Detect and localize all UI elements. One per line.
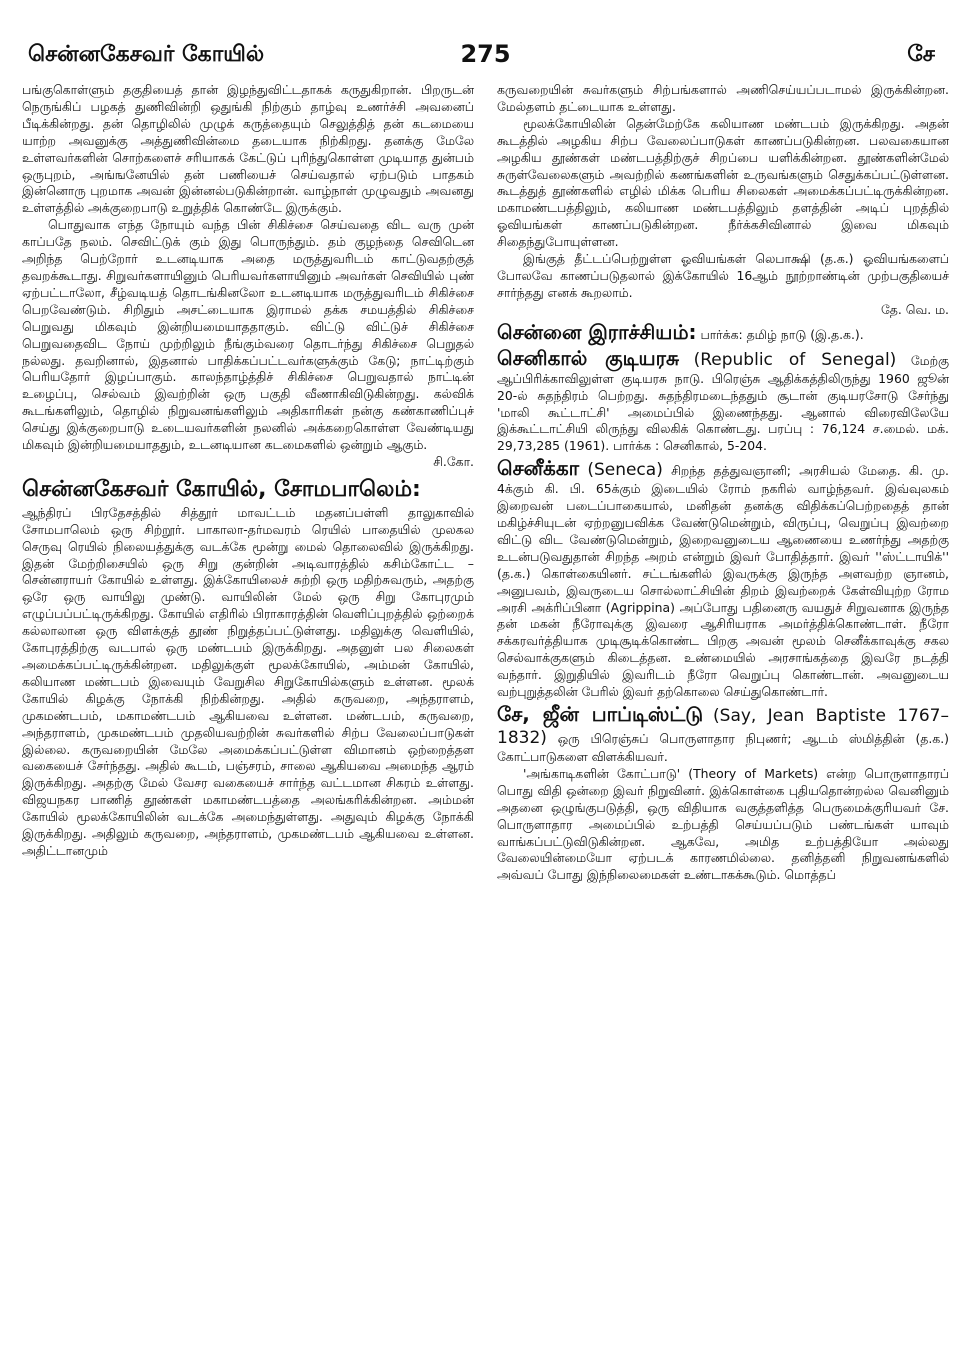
right-column (497, 82, 949, 884)
entry-say (497, 701, 949, 766)
right-para-2: மூலக்கோயிலின் தென்மேற்கே கலியாண மண்டபம் இருக்கிறது. அதன் கூடத்தில் அழகிய சிற்ப வேலைப்பாடுகள் காணப்படுகின்றன. பலவகையான அழகிய தூண்கள் மண்டபத்திற்குச் சிறப்பை யளிக்கின்றன. தூண்களின்மேல் சுருள்வேலைகளும் அவற்றில் கணங்களின் உருவங்களும் செதுக்கப்பட்டுள்ளன. கூடத்துத் தூண்களில் எழில் மிக்க பெரிய சிலைகள் அமைக்கப்பட்டிருக்கின்றன. மகாமண்டபத்திலும், கலியாண மண்டபத்திலும் தளத்தின் அடிப் புறத்தில் ஓவியங்கள் காணப்படுகின்றன. நீர்க்கசிவினால் இவை மிகவும் சிதைந்துபோயுள்ளன. (497, 115, 949, 250)
entry-body-chennai: பார்க்க: தமிழ் நாடு (இ.த.க.). (700, 326, 864, 342)
page-header (22, 30, 949, 82)
running-head-right: சே (907, 42, 935, 67)
entry-latin-say: (Say, Jean Baptiste 1767–1832) (497, 706, 949, 748)
author-signature-2: தே. வெ. ம. (880, 301, 949, 317)
entry-body-senegal: மேற்கு ஆப்பிரிக்காவிலுள்ள குடியரசு நாடு. பிரெஞ்சு ஆதிக்கத்திலிருந்து 1960 ஜூன் 20-ல் சுதந்திரம் பெற்றது. சுதந்திரமடைந்ததும் சூடான் குடியரசோடு சேர்ந்து 'மாலி கூட்டாட்சி' அமைப்பில் இணைந்தது. ஆனால் விரைவிலேயே இக்கூட்டாட்சியி லிருந்து விலகிக் கொண்டது. பரப்பு : 76,124 ச.மைல். மக். 29,73,285 (1961). பார்க்க : செனிகால், 5-204. (497, 352, 949, 454)
page-number: 275 (460, 40, 511, 68)
entry-heading-chennai: சென்னை இராச்சியம்: (497, 319, 697, 344)
left-para-2: பொதுவாக எந்த நோயும் வந்த பின் சிகிச்சை செய்வதை விட வரு முன் காப்பதே நலம். செவிட்டுக் கும் இது பொருந்தும். தம் குழந்தை செவிடென அறிந்த பெற்றோர் உடனடியாக அதை மருத்துவரிடம் காட்டுவதற்குத் தவறக்கூடாது. சிறுவர்களாயினும் பெரியவர்களாயினும் அவர்கள் செவியில் புண் ஏற்பட்டாலோ, சீழ்வடியத் தொடங்கினலோ உடனடியாக மருத்துவரிடம் சிகிச்சை பெறவேண்டும். சிறிதும் அசட்டையாக இராமல் தக்க சமயத்தில் சிகிச்சை பெறுவது மிகவும் இன்றியமையாததாகும். விட்டு விட்டுச் சிகிச்சை பெறுவதைவிட நோய் முற்றிலும் நீங்கும்வரை தொடர்ந்து சிகிச்சை பெறுதல் நல்லது. தவறினால், இதனால் பாதிக்கப்பட்டவர்களுக்கும் கேடு; நாட்டிற்கும் பெரியதோர் இழப்பாகும். காலந்தாழ்த்திச் சிகிச்சை பெறுவதால் நாட்டின் உழைப்பு, செல்வம் இவற்றின் ஒரு பகுதி வீணாகிவிடுகின்றது. கல்விக் கூடங்களிலும், தொழில் நிறுவனங்களிலும் அதிகாரிகள் நன்கு கண்காணிப்புச் செய்து இக்குறைபாடு உடையவர்களின் நலனில் அக்கறைகொள்ள வேண்டியது மிகவும் இன்றியமையாததும், உடனடியான கடமைகளில் ஒன்றும் ஆகும். (22, 217, 474, 453)
entry-seneca (497, 455, 949, 701)
two-column-body (22, 82, 949, 884)
left-column (22, 82, 474, 884)
right-para-last: 'அங்காடிகளின் கோட்பாடு' (Theory of Markets) என்ற பொருளாதாரப் பொது விதி ஒன்றை இவர் நிறுவினர். இக்கொள்கை புதியதொன்றல்ல வெனினும் அதனை ஒழுங்குபடுத்தி, ஒரு விதியாக வகுத்தளித்த பெருமைக்குரியவர் சே. பொருளாதார அமைப்பில் உற்பத்தி செய்யப்படும் பண்டங்கள் யாவும் வாங்கப்பட்டுவிடுகின்றன. ஆகவே, அமித உற்பத்தியோ அல்லது வேலையின்மையோ ஏற்படக் காரணமில்லை. தனித்தனி நிறுவனங்களில் அவ்வப் போது இந்நிலைமைகள் உண்டாகக்கூடும். மொத்தப் (497, 765, 949, 883)
right-para-3: இங்குத் தீட்டப்பெற்றுள்ள ஓவியங்கள் லெபாக்ஷி (த.க.) ஓவியங்களைப் போலவே காணப்படுதலால் இக்கோயில் 16ஆம் நூற்றாண்டின் முற்பகுதியைச் சார்ந்தது எனக் கூறலாம். (497, 251, 949, 300)
entry-heading-chennakesavar: சென்னகேசவர் கோயில், சோமபாலெம்: (22, 476, 421, 502)
entry-heading-say: சே, ஜீன் பாப்டிஸ்ட்டு (497, 702, 704, 726)
author-signature-1: சி.கோ. (433, 453, 474, 469)
left-para-1: பங்குகொள்ளும் தகுதியைத் தான் இழந்துவிட்டதாகக் கருதுகிறான். பிறருடன் நெருங்கிப் பழகத் துணிவின்றி ஒதுங்கி நிற்கும் தாழ்வு உணர்ச்சி அவனைப் பீடிக்கின்றது. தன் தொழிலில் முழுக் கருத்தையும் செலுத்தித் தன் கடமையை யாற்ற அவனுக்கு அத்துணிவின்மை தடையாக நிற்கிறது. தனக்கு மேலே உள்ளவர்களின் சொற்களைச் சரியாகக் கேட்டுப் புரிந்துகொள்ள முடியாத துன்பம் ஒருபுறம், அங்ஙனேயில் தன் பணியைச் செய்வதால் ஏற்படும் பாதகம் இன்னொரு புறமாக அவன் இன்னல்படுகின்றான். வாழ்நாள் முழுவதும் அவனது உள்ளத்தில் அக்குறைபாடு உறுத்திக் கொண்டே இருக்கும். (22, 82, 474, 216)
right-para-continuation: கருவறையின் சுவர்களும் சிற்பங்களால் அணிசெய்யப்படாமல் இருக்கின்றன. மேல்தளம் தட்டையாக உள்ளது. (497, 82, 949, 114)
entry-body-say: ஒரு பிரெஞ்சுப் பொருளாதார நிபுணர்; ஆடம் ஸ்மித்தின் (த.க.) கோட்பாடுகளை விளக்கியவர். (497, 731, 949, 764)
running-head-left: சென்னகேசவர் கோயில் (28, 42, 265, 67)
entry-chennai-state (497, 319, 949, 345)
entry-heading-seneca: செனீக்கா (497, 456, 580, 481)
entry-body-chennakesavar: ஆந்திரப் பிரதேசத்தில் சித்தூர் மாவட்டம் மதனப்பள்ளி தாலுகாவில் சோமபாலெம் ஒரு சிற்றூர். பாகாலா-தர்மவரம் ரெயில் பாதையில் முலகல செருவு ரெயில் நிலையத்துக்கு வடக்கே மூன்று மைல் தொலைவில் இருக்கிறது. இதன் மேற்றிசையில் ஒரு சிறு குன்றின் அடிவாரத்தில் கசிம்கோட்ட – சென்னராயர் கோயில் உள்ளது. இக்கோயிலைச் சுற்றி ஒரு மதிற்சுவரும், அதற்கு ஒரே ஒரு வாயிலு முண்டு. வாயிலின் மேல் ஒரு சிறு கோபுரமும் எழுப்பப்பட்டிருக்கிறது. கோயில் எதிரில் பிராகாரத்தின் வெளிப்புறத்தில் ஒற்றைக் கல்லாலான ஒரு விளக்குத் தூண் நிறுத்தப்பட்டுள்ளது. மதிலுக்கு வெளியில், கோபுரத்திற்கு வடபால் ஒரு மண்டபம் இருக்கிறது. அதனுள் பல சிலைகள் அமைக்கப்பட்டிருக்கின்றன. மதிலுக்குள் மூலக்கோயில், அம்மன் கோயில், கலியாண மண்டபம் இவையும் வேறுசில சிறுகோயில்களும் உள்ளன. மூலக் கோயில் கிழக்கு நோக்கி நிற்கின்றது. அதில் கருவறை, அந்தராளம், முகமண்டபம், மகாமண்டபம் ஆகியவை உள்ளன. மண்டபம், கருவறை, அந்தராளம், முகமண்டபம் முதலியவற்றின் சுவர்களில் சிற்ப வேலைப்பாடுகள் இல்லை. கருவறையின் மேலே அமைக்கப்பட்டுள்ள விமானம் ஒற்றைத்தள வகையைச் சேர்ந்தது. அதில் கூடம், பஞ்சரம், சாலை ஆகியவை அமைந்த ஆரம் இருக்கிறது. அதற்கு மேல் வேசர வகையைச் சார்ந்த வட்டமான சிகரம் உள்ளது. விஜயநகர பாணித் தூண்கள் மகாமண்டபத்தை அலங்கரிக்கின்றன. அம்மன் கோயில் மூலக்கோயிலின் வடக்கே அமைந்துள்ளது. அதுவும் கிழக்கு நோக்கி இருக்கிறது. அதிலும் கருவறை, அந்தராளம், முகமண்டபம் ஆகியவை உள்ளன. அதிட்டானமும் (22, 504, 474, 858)
entry-body-seneca: சிறந்த தத்துவஞானி; அரசியல் மேதை. கி. மு. 4க்கும் கி. பி. 65க்கும் இடையில் ரோம் நகரில் வாழ்ந்தவர். இவ்வுலகம் இறைவன் படைப்பாகையால், மனிதன் தனக்கு விதிக்கப்பெற்றதைத் தான் மகிழ்ச்சியுடன் ஏற்றனுபவிக்க வேண்டுமென்றும், விருப்பு, வெறுப்பு இவற்றை விட்டு விட வேண்டுமென்றும், இறைவனுடைய ஆணையை உணர்ந்து அதற்கு உடன்படுவதுதான் சிறந்த அறம் என்றும் இவர் போதித்தார். இவர் ''ஸ்ட்டாயிக்'' (த.க.) கொள்கையினர். சட்டங்களில் இவருக்கு இருந்த அளவற்ற ஞானம், அனுபவம், இவருடைய சொல்லாட்சியின் திறம் இவற்றைக் கேள்வியுற்ற ரோம அரசி அக்ரிப்பினா (Agrippina) அப்போது பதினைரு வயதுச் சிறுவனாக இருந்த தன் மகன் நீரோவுக்கு இவரை ஆசிரியராக அமர்த்திக்கொண்டாள். நீரோ சக்கரவர்த்தியாக முடிசூடிக்கொண்ட பிறகு அவன் மூலம் செனீக்காவுக்கு சகல செல்வாக்குகளும் கிடைத்தன. உண்மையில் அரசாங்கத்தை இவரே நடத்தி வந்தார். இறுதியில் இவரிடம் நீரோ வெறுப்பு கொண்டான். அவனுடைய வற்புறுத்தலின் பேரில் இவர் தற்கொலை செய்துகொண்டார். (497, 463, 949, 700)
entry-heading-senegal: செனிகால் குடியரசு (497, 345, 680, 370)
entry-senegal (497, 345, 949, 456)
entry-latin-seneca: (Seneca) (587, 460, 663, 481)
entry-latin-senegal: (Republic of Senegal) (693, 349, 897, 370)
